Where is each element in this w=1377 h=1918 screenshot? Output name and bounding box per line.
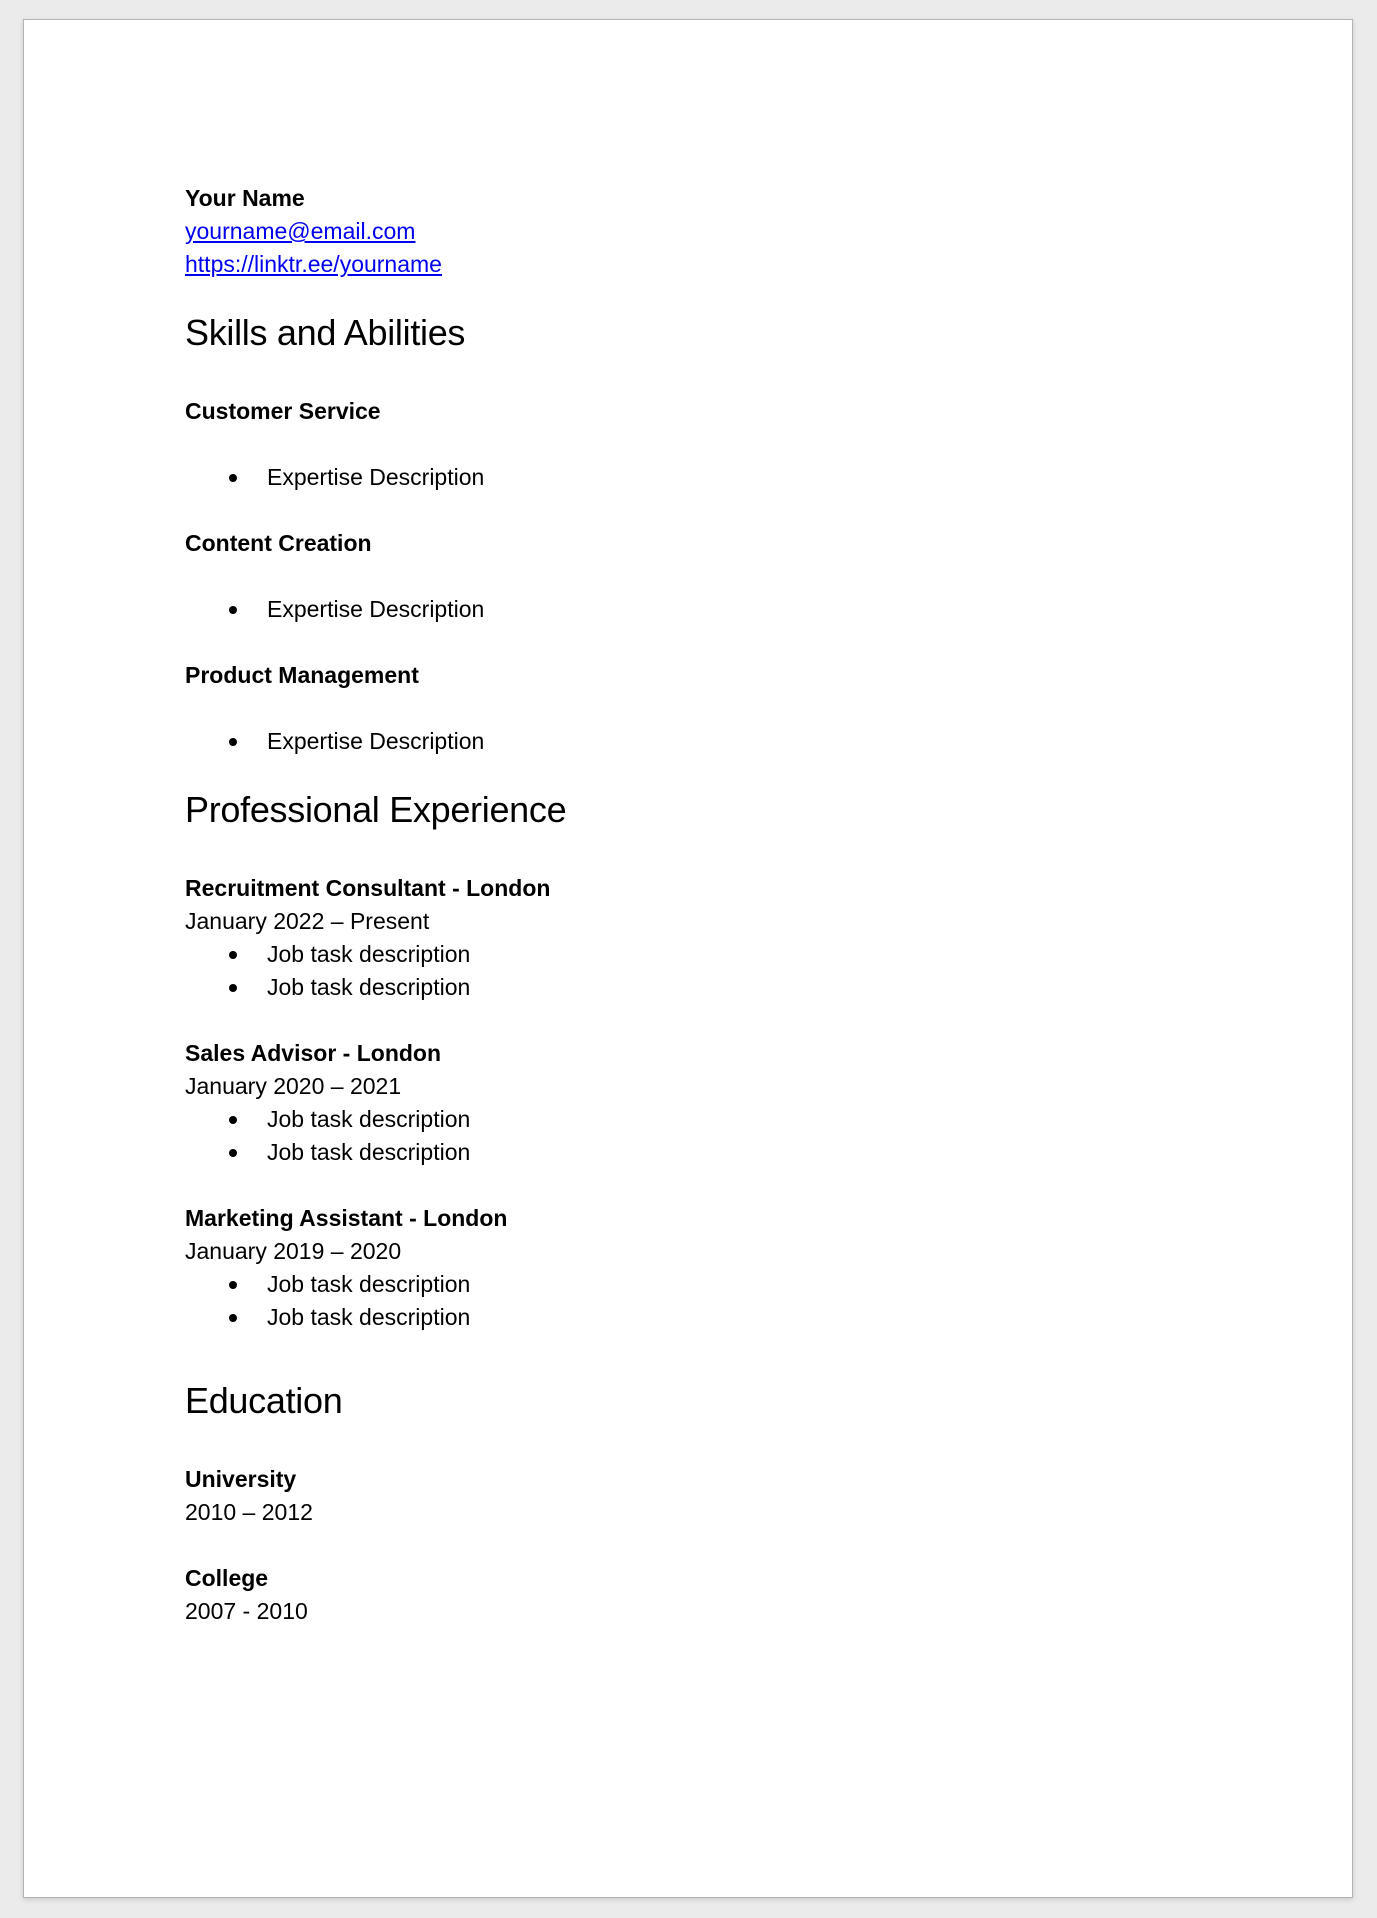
job-dates: January 2019 – 2020 xyxy=(185,1238,402,1264)
contact-block xyxy=(185,182,1232,281)
email-link[interactable]: yourname@email.com xyxy=(185,218,416,244)
job-entry xyxy=(185,1037,1232,1169)
bullet-item: Job task description xyxy=(185,1301,1232,1334)
skill-group xyxy=(185,659,1232,758)
school-dates: 2010 – 2012 xyxy=(185,1499,313,1525)
skill-name: Product Management xyxy=(185,662,419,688)
job-entry xyxy=(185,872,1232,1004)
skill-group xyxy=(185,395,1232,494)
experience-section-heading: Professional Experience xyxy=(185,789,567,830)
education-section-heading: Education xyxy=(185,1380,343,1421)
job-dates: January 2020 – 2021 xyxy=(185,1073,402,1099)
contact-name: Your Name xyxy=(185,185,305,211)
skills-section-heading: Skills and Abilities xyxy=(185,312,466,353)
job-dates: January 2022 – Present xyxy=(185,908,430,934)
skill-name: Customer Service xyxy=(185,398,381,424)
school-name: College xyxy=(185,1565,269,1591)
skill-name: Content Creation xyxy=(185,530,372,556)
bullet-item: Job task description xyxy=(185,971,1232,1004)
bullet-item: Job task description xyxy=(185,1103,1232,1136)
bullet-item: Job task description xyxy=(185,1268,1232,1301)
job-entry xyxy=(185,1202,1232,1334)
school-dates: 2007 - 2010 xyxy=(185,1598,308,1624)
job-title: Recruitment Consultant - London xyxy=(185,875,551,901)
education-entry xyxy=(185,1463,1232,1529)
bullet-item: Job task description xyxy=(185,1136,1232,1169)
bullet-item: Expertise Description xyxy=(185,725,1232,758)
document-content xyxy=(24,20,1352,1628)
bullet-item: Expertise Description xyxy=(185,593,1232,626)
email-line xyxy=(185,215,1232,248)
school-name: University xyxy=(185,1466,297,1492)
skill-group xyxy=(185,527,1232,626)
job-title: Sales Advisor - London xyxy=(185,1040,442,1066)
linktree-line xyxy=(185,248,1232,281)
bullet-item: Expertise Description xyxy=(185,461,1232,494)
linktree-link[interactable]: https://linktr.ee/yourname xyxy=(185,251,442,277)
document-page xyxy=(23,19,1353,1898)
education-entry xyxy=(185,1562,1232,1628)
bullet-item: Job task description xyxy=(185,938,1232,971)
job-title: Marketing Assistant - London xyxy=(185,1205,508,1231)
